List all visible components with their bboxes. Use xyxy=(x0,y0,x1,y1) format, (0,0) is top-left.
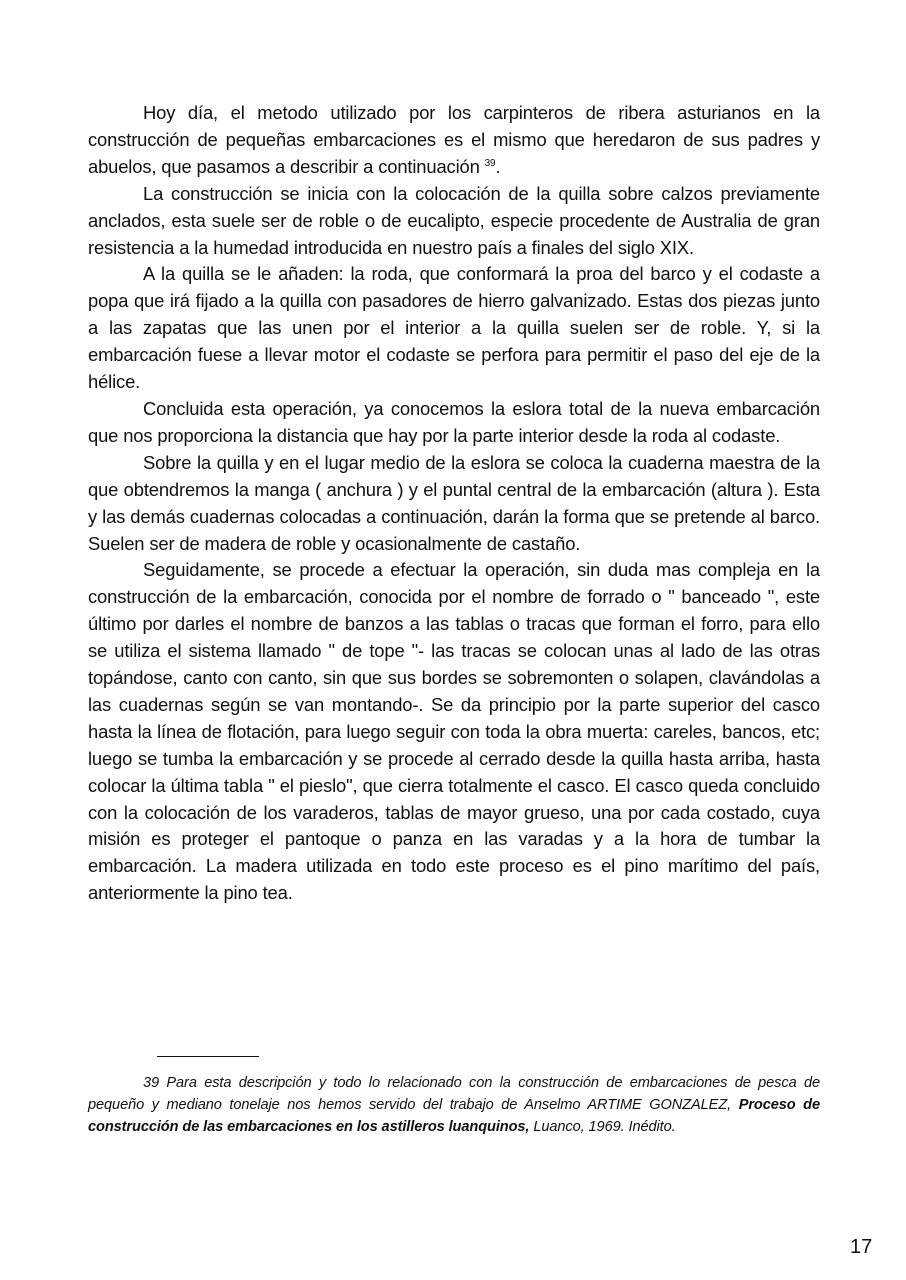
paragraph-4: Concluida esta operación, ya conocemos la eslora total de la nueva embarcación que nos proporciona la distancia que hay por la parte interior desde la roda al codaste. xyxy=(88,397,820,446)
paragraph-3: A la quilla se le añaden: la roda, que conformará la proa del barco y el codaste a popa que irá fijado a la quilla con pasadores de hierro galvanizado. Estas dos piezas junto a las zapatas que las unen por el interior a la quilla suelen ser de roble. Y, si la embarcación fuese a llevar motor el codaste se perfora para permitir el paso del eje de la hélice. xyxy=(88,263,820,393)
footnote-39 xyxy=(88,1073,820,1138)
main-body-text xyxy=(88,100,820,907)
page-number: 17 xyxy=(850,1236,873,1258)
footnote-paragraph xyxy=(88,1073,820,1138)
paragraph-1-text: Hoy día, el metodo utilizado por los carpinteros de ribera asturianos en la construcción de pequeñas embarcaciones es el mismo que heredaron de sus padres y abuelos, que pasamos a describir a continuación xyxy=(88,102,820,177)
paragraph-2: La construcción se inicia con la colocación de la quilla sobre calzos previamente anclados, esta suele ser de roble o de eucalipto, especie procedente de Australia de gran resistencia a la humedad introducida en nuestro país a finales del siglo XIX. xyxy=(88,182,820,258)
footnote-reference-39: 39 xyxy=(484,157,496,169)
paragraph-1 xyxy=(88,100,820,181)
footnote-lead: 39 Para esta descripción y todo lo relacionado con la construcción de embarcaciones de pesca de pequeño y mediano tonelaje nos hemos servido del trabajo de Anselmo ARTIME GONZALEZ, xyxy=(88,1075,820,1113)
footnote-tail: Luanco, 1969. Inédito. xyxy=(529,1118,676,1135)
paragraph-5: Sobre la quilla y en el lugar medio de la eslora se coloca la cuaderna maestra de la que obtendremos la manga ( anchura ) y el puntal central de la embarcación (altura ). Esta y las demás cuadernas colocadas a continuación, darán la forma que se pretende al barco. Suelen ser de madera de roble y ocasionalmente de castaño. xyxy=(88,451,820,554)
footnote-separator xyxy=(157,1056,259,1057)
paragraph-1-end: . xyxy=(495,155,501,177)
paragraph-6: Seguidamente, se procede a efectuar la operación, sin duda mas compleja en la construcción de la embarcación, conocida por el nombre de forrado o " banceado ", este último por darles el nombre de banzos a las tablas o tracas que forman el forro, para ello se utiliza el sistema llamado " de tope "- las tracas se colocan unas al lado de las otras topándose, canto con canto, sin que sus bordes se sobremonten o solapen, clavándolas a las cuadernas según se van montando-. Se da principio por la parte superior del casco hasta la línea de flotación, para luego seguir con toda la obra muerta: careles, bancos, etc; luego se tumba la embarcación y se procede al cerrado desde la quilla hasta arriba, hasta colocar la última tabla " el pieslo", que cierra totalmente el casco. El casco queda concluido con la colocación de los varaderos, tablas de mayor grueso, una por cada costado, cuya misión es proteger el pantoque o panza en las varadas y a la hora de tumbar la embarcación. La madera utilizada en todo este proceso es el pino marítimo del país, anteriormente la pino tea. xyxy=(88,559,820,904)
footnote-cited-title: Proceso de construcción de las embarcaciones en los astilleros luanquinos, xyxy=(88,1096,821,1135)
